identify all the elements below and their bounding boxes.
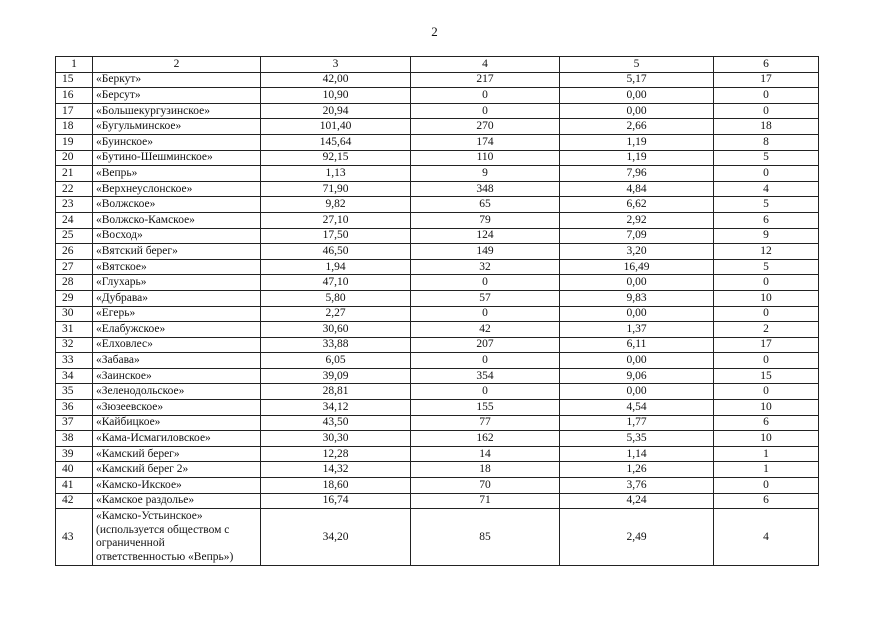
table-cell: 14,32 xyxy=(261,462,411,478)
table-cell: 10 xyxy=(714,400,819,416)
table-cell: 15 xyxy=(714,368,819,384)
table-cell: «Восход» xyxy=(93,228,261,244)
table-cell: «Верхнеуслонское» xyxy=(93,181,261,197)
table-cell: 12 xyxy=(714,244,819,260)
header-cell: 1 xyxy=(56,57,93,73)
table-cell: 10 xyxy=(714,290,819,306)
table-cell: 26 xyxy=(56,244,93,260)
table-row xyxy=(56,306,819,322)
table-row xyxy=(56,119,819,135)
table-row xyxy=(56,337,819,353)
table-cell: 1,26 xyxy=(560,462,714,478)
table-row xyxy=(56,431,819,447)
table-row xyxy=(56,88,819,104)
table-row xyxy=(56,478,819,494)
table-row xyxy=(56,212,819,228)
table-row xyxy=(56,353,819,369)
table-cell: «Кама-Исмагиловское» xyxy=(93,431,261,447)
table-cell: 24 xyxy=(56,212,93,228)
table-cell: «Забава» xyxy=(93,353,261,369)
table-cell: 145,64 xyxy=(261,134,411,150)
hunting-grounds-table xyxy=(55,56,819,566)
table-cell: 9 xyxy=(411,166,560,182)
table-cell: 21 xyxy=(56,166,93,182)
table-cell: 2,92 xyxy=(560,212,714,228)
table-cell xyxy=(93,509,261,566)
table-cell: 5,35 xyxy=(560,431,714,447)
table-cell: «Волжско-Камское» xyxy=(93,212,261,228)
table-cell: 15 xyxy=(56,72,93,88)
table-cell: «Зюзеевское» xyxy=(93,400,261,416)
table-cell: 10,90 xyxy=(261,88,411,104)
table-row xyxy=(56,150,819,166)
table-cell: 46,50 xyxy=(261,244,411,260)
table-cell: 124 xyxy=(411,228,560,244)
table-cell: 1,19 xyxy=(560,150,714,166)
table-cell: 16,74 xyxy=(261,493,411,509)
table-cell: 18,60 xyxy=(261,478,411,494)
table-cell: 14 xyxy=(411,446,560,462)
table-cell: 19 xyxy=(56,134,93,150)
table-cell: 6,11 xyxy=(560,337,714,353)
table-cell: «Бутино-Шешминское» xyxy=(93,150,261,166)
table-cell: 65 xyxy=(411,197,560,213)
table-cell: «Вепрь» xyxy=(93,166,261,182)
table-cell: 47,10 xyxy=(261,275,411,291)
table-cell: «Кайбицкое» xyxy=(93,415,261,431)
table-cell: 30,60 xyxy=(261,322,411,338)
header-cell: 4 xyxy=(411,57,560,73)
table-row xyxy=(56,322,819,338)
table-cell: 5 xyxy=(714,197,819,213)
table-row xyxy=(56,181,819,197)
table-cell: 92,15 xyxy=(261,150,411,166)
table-row xyxy=(56,384,819,400)
table-cell: 110 xyxy=(411,150,560,166)
table-cell: 6,05 xyxy=(261,353,411,369)
name-line: (используется обществом с xyxy=(96,523,230,536)
table-cell: 1,94 xyxy=(261,259,411,275)
table-cell: 71 xyxy=(411,493,560,509)
table-cell: «Бугульминское» xyxy=(93,119,261,135)
table-cell: 0,00 xyxy=(560,306,714,322)
table-cell: 0 xyxy=(411,384,560,400)
table-row xyxy=(56,197,819,213)
table-cell: 0 xyxy=(714,88,819,104)
table-cell: 4,24 xyxy=(560,493,714,509)
table-cell: 42,00 xyxy=(261,72,411,88)
table-cell: 40 xyxy=(56,462,93,478)
table-cell: 32 xyxy=(411,259,560,275)
table-row xyxy=(56,103,819,119)
table-cell: 43,50 xyxy=(261,415,411,431)
table-cell: 174 xyxy=(411,134,560,150)
table-cell: 0 xyxy=(411,103,560,119)
table-cell: 43 xyxy=(56,509,93,566)
table-cell: «Вятское» xyxy=(93,259,261,275)
table-cell: 217 xyxy=(411,72,560,88)
table-cell: 85 xyxy=(411,509,560,566)
table-cell: 1,77 xyxy=(560,415,714,431)
table-cell: 32 xyxy=(56,337,93,353)
table-cell: 6,62 xyxy=(560,197,714,213)
table-cell: 34,12 xyxy=(261,400,411,416)
header-cell: 6 xyxy=(714,57,819,73)
table-cell: 1,13 xyxy=(261,166,411,182)
table-cell: 1 xyxy=(714,462,819,478)
table-cell: 18 xyxy=(56,119,93,135)
table-cell: 8 xyxy=(714,134,819,150)
table-cell: 38 xyxy=(56,431,93,447)
table-cell: 31 xyxy=(56,322,93,338)
table-cell: 0,00 xyxy=(560,275,714,291)
table-cell: 354 xyxy=(411,368,560,384)
table-cell: 39 xyxy=(56,446,93,462)
table-cell: 18 xyxy=(411,462,560,478)
table-cell: 207 xyxy=(411,337,560,353)
table-cell: «Дубрава» xyxy=(93,290,261,306)
table-cell: 348 xyxy=(411,181,560,197)
table-row xyxy=(56,368,819,384)
table-row xyxy=(56,72,819,88)
table-cell: 5 xyxy=(714,150,819,166)
table-cell: «Волжское» xyxy=(93,197,261,213)
table-cell: 77 xyxy=(411,415,560,431)
table-cell: 2,66 xyxy=(560,119,714,135)
table-cell: 0,00 xyxy=(560,88,714,104)
header-cell: 2 xyxy=(93,57,261,73)
table-cell: 18 xyxy=(714,119,819,135)
table-row xyxy=(56,134,819,150)
table-cell: 25 xyxy=(56,228,93,244)
table-cell: 2,49 xyxy=(560,509,714,566)
table-cell: 42 xyxy=(411,322,560,338)
table-cell: 27 xyxy=(56,259,93,275)
table-cell: 0 xyxy=(714,478,819,494)
table-cell: 33,88 xyxy=(261,337,411,353)
table-cell: 270 xyxy=(411,119,560,135)
table-cell: 22 xyxy=(56,181,93,197)
table-row xyxy=(56,259,819,275)
table-cell: 4 xyxy=(714,181,819,197)
table-cell: 42 xyxy=(56,493,93,509)
table-cell: 41 xyxy=(56,478,93,494)
table-cell: «Беркут» xyxy=(93,72,261,88)
name-line: ответственностью «Вепрь») xyxy=(96,550,234,563)
table-cell: 7,96 xyxy=(560,166,714,182)
table-cell: 6 xyxy=(714,493,819,509)
table-cell: 9,83 xyxy=(560,290,714,306)
table-row xyxy=(56,400,819,416)
table-cell: 4,84 xyxy=(560,181,714,197)
table-cell: 0 xyxy=(714,306,819,322)
table-cell: 101,40 xyxy=(261,119,411,135)
table-cell: «Елабужское» xyxy=(93,322,261,338)
table-cell: 17 xyxy=(56,103,93,119)
table-row xyxy=(56,509,819,566)
table-cell: «Глухарь» xyxy=(93,275,261,291)
table-cell: 37 xyxy=(56,415,93,431)
table-cell: 10 xyxy=(714,431,819,447)
table-cell: 20,94 xyxy=(261,103,411,119)
table-row xyxy=(56,462,819,478)
table-cell: 0 xyxy=(714,384,819,400)
table-cell: 5,80 xyxy=(261,290,411,306)
table-cell: 6 xyxy=(714,212,819,228)
table-row xyxy=(56,446,819,462)
table-cell: 0 xyxy=(411,88,560,104)
table-cell: 149 xyxy=(411,244,560,260)
header-cell: 5 xyxy=(560,57,714,73)
table-row xyxy=(56,166,819,182)
table-cell: 9,82 xyxy=(261,197,411,213)
table-cell: 23 xyxy=(56,197,93,213)
table-cell: 28 xyxy=(56,275,93,291)
table-cell: «Камское раздолье» xyxy=(93,493,261,509)
table-cell: 162 xyxy=(411,431,560,447)
table-cell: 0 xyxy=(411,306,560,322)
table-cell: 20 xyxy=(56,150,93,166)
table-cell: «Буинское» xyxy=(93,134,261,150)
table-cell: 0 xyxy=(411,275,560,291)
table-cell: 5,17 xyxy=(560,72,714,88)
table-cell: 4,54 xyxy=(560,400,714,416)
table-cell: 0 xyxy=(714,275,819,291)
table-cell: 35 xyxy=(56,384,93,400)
table-cell: 33 xyxy=(56,353,93,369)
table-cell: 9,06 xyxy=(560,368,714,384)
table-row xyxy=(56,275,819,291)
table-cell: «Егерь» xyxy=(93,306,261,322)
table-cell: 155 xyxy=(411,400,560,416)
table-row xyxy=(56,290,819,306)
table-cell: 1,14 xyxy=(560,446,714,462)
table-cell: 27,10 xyxy=(261,212,411,228)
table-row xyxy=(56,415,819,431)
table-header-row xyxy=(56,57,819,73)
table-cell: 1,19 xyxy=(560,134,714,150)
table-cell: 28,81 xyxy=(261,384,411,400)
table-cell: 9 xyxy=(714,228,819,244)
table-cell: 34 xyxy=(56,368,93,384)
table-cell: 0 xyxy=(714,103,819,119)
table-cell: 0,00 xyxy=(560,353,714,369)
table-cell: «Берсут» xyxy=(93,88,261,104)
table-cell: 57 xyxy=(411,290,560,306)
table-cell: 3,20 xyxy=(560,244,714,260)
table-cell: 2,27 xyxy=(261,306,411,322)
table-cell: «Камский берег 2» xyxy=(93,462,261,478)
table-cell: 7,09 xyxy=(560,228,714,244)
table-cell: «Зеленодольское» xyxy=(93,384,261,400)
table-cell: 0 xyxy=(714,353,819,369)
table-cell: «Камский берег» xyxy=(93,446,261,462)
table-cell: 17 xyxy=(714,337,819,353)
name-line: «Камско-Устьинское» xyxy=(96,510,203,523)
table-cell: «Вятский берег» xyxy=(93,244,261,260)
table-cell: 0,00 xyxy=(560,384,714,400)
table-row xyxy=(56,493,819,509)
table-cell: «Елховлес» xyxy=(93,337,261,353)
table-cell: 34,20 xyxy=(261,509,411,566)
table-cell: «Большекургузинское» xyxy=(93,103,261,119)
page-number: 2 xyxy=(431,24,438,39)
table-cell: 16 xyxy=(56,88,93,104)
table-cell: 12,28 xyxy=(261,446,411,462)
table-cell: 39,09 xyxy=(261,368,411,384)
table-cell: 5 xyxy=(714,259,819,275)
table-cell: 1 xyxy=(714,446,819,462)
table-cell: 29 xyxy=(56,290,93,306)
table-cell: 1,37 xyxy=(560,322,714,338)
header-cell: 3 xyxy=(261,57,411,73)
table-cell: 36 xyxy=(56,400,93,416)
table-cell: 0 xyxy=(714,166,819,182)
table-cell: 30 xyxy=(56,306,93,322)
table-cell: 4 xyxy=(714,509,819,566)
table-cell: 79 xyxy=(411,212,560,228)
table-row xyxy=(56,244,819,260)
table-cell: 70 xyxy=(411,478,560,494)
table-cell: 17 xyxy=(714,72,819,88)
name-line: ограниченной xyxy=(96,537,165,550)
table-cell: 2 xyxy=(714,322,819,338)
table-cell: 71,90 xyxy=(261,181,411,197)
table-row xyxy=(56,228,819,244)
table-cell: 6 xyxy=(714,415,819,431)
table-cell: 17,50 xyxy=(261,228,411,244)
table-cell: «Заинское» xyxy=(93,368,261,384)
table-cell: 30,30 xyxy=(261,431,411,447)
table-cell: 0 xyxy=(411,353,560,369)
table-cell: 16,49 xyxy=(560,259,714,275)
table-cell: «Камско-Икское» xyxy=(93,478,261,494)
table-cell: 3,76 xyxy=(560,478,714,494)
table-cell: 0,00 xyxy=(560,103,714,119)
